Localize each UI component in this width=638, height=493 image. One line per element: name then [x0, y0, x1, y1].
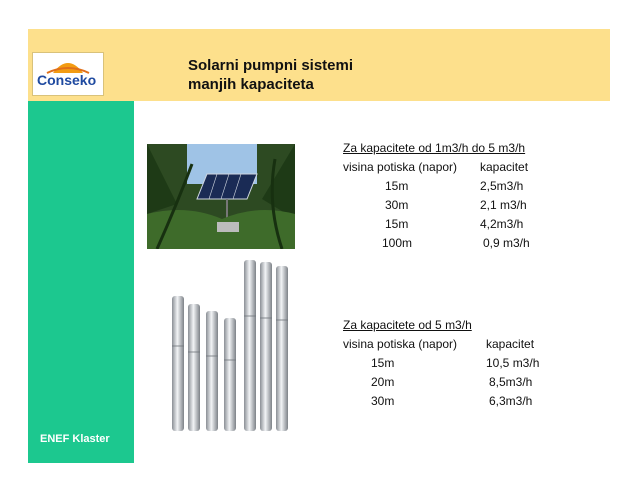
row-head: 30m [371, 394, 395, 408]
spec-large-heading: Za kapacitete od 5 m3/h [343, 318, 472, 332]
col-head-label: visina potiska (napor) [343, 337, 458, 351]
solar-panel-photo [147, 144, 295, 249]
spec-block-small [343, 139, 530, 253]
submersible-pumps-image [160, 256, 300, 436]
row-head: 20m [371, 375, 395, 389]
table-row [343, 354, 540, 373]
table-row [343, 196, 525, 215]
footer-label: ENEF Klaster [40, 433, 110, 445]
row-capacity: 2,5m3/h [480, 179, 524, 193]
table-row [343, 373, 533, 392]
table-row [343, 215, 525, 234]
row-head: 100m [382, 236, 413, 250]
spec-small-heading: Za kapacitete od 1m3/h do 5 m3/h [343, 141, 526, 155]
table-row [343, 177, 525, 196]
row-capacity: 4,2m3/h [480, 217, 524, 231]
sidebar-band [28, 101, 134, 463]
spec-block-large [343, 316, 540, 411]
row-capacity: 6,3m3/h [489, 394, 533, 408]
row-capacity: 2,1 m3/h [480, 198, 527, 212]
col-capacity-label: kapacitet [486, 337, 535, 351]
row-head: 15m [385, 217, 409, 231]
row-head: 15m [385, 179, 409, 193]
spec-small-header-row [343, 158, 529, 177]
row-capacity: 0,9 m3/h [483, 236, 530, 250]
col-head-label: visina potiska (napor) [343, 160, 458, 174]
title-line-1: Solarni pumpni sistemi [188, 57, 354, 74]
logo [32, 52, 104, 96]
logo-text: Conseko [37, 72, 97, 88]
title-line-2: manjih kapaciteta [188, 76, 314, 93]
spec-large-header-row [343, 335, 535, 354]
row-head: 15m [371, 356, 395, 370]
table-row [343, 392, 533, 411]
col-capacity-label: kapacitet [480, 160, 529, 174]
row-capacity: 10,5 m3/h [486, 356, 540, 370]
row-capacity: 8,5m3/h [489, 375, 533, 389]
page-title [188, 56, 353, 94]
row-head: 30m [385, 198, 409, 212]
table-row [343, 234, 530, 253]
